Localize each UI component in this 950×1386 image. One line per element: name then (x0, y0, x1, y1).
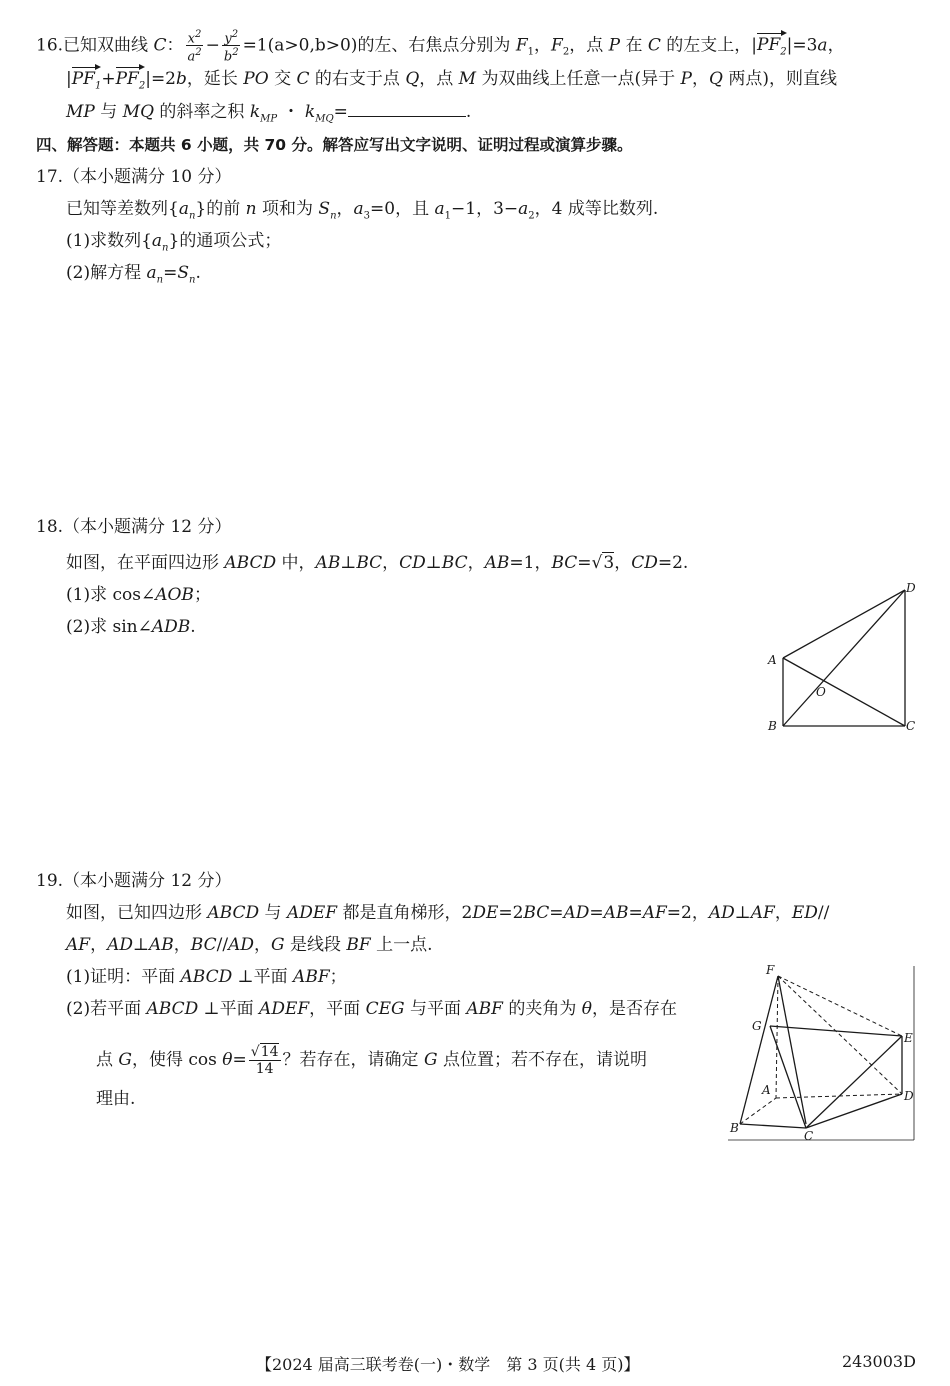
q19-line-2: AF，AD⊥AB，BC//AD，G 是线段 BF 上一点. (66, 935, 433, 955)
q17-part-1: (1)求数列$\{a_n\}$的通项公式； (66, 231, 282, 254)
q17-part-2: (2)解方程 $a_n=S_n$. (66, 263, 201, 286)
q18-header: 18.（本小题满分 12 分） (36, 517, 232, 537)
q17-stem: 已知等差数列$\{a_n\}$的前 n 项和为 $S_n$，$a_3=0$，且 $a_1-1$，$3-a_2$，4 成等比数列. (66, 199, 659, 222)
q18-part-2: (2)求 sin∠ADB. (66, 617, 196, 637)
fig19-label-g: G (752, 1019, 762, 1033)
fig19-label-f: F (766, 963, 775, 977)
q19-line-1: 如图，已知四边形 ABCD 与 ADEF 都是直角梯形，2DE=2BC=AD=AB=AF=2，AD⊥AF，ED// (66, 903, 830, 923)
fig19-label-e: E (904, 1031, 913, 1045)
fig19-label-b: B (730, 1121, 739, 1135)
q19-part-1: (1)证明：平面 ABCD ⊥平面 ABF； (66, 967, 347, 987)
answer-blank[interactable] (348, 100, 466, 117)
q19-part-2-line-2: 点 G，使得 cos θ= $\frac{√14}{14}$ ？若存在，请确定 G 点位置；若不存在，请说明 (96, 1044, 647, 1077)
section-4-heading: 四、解答题：本题共 6 小题，共 70 分。解答应写出文字说明、证明过程或演算步骤。 (36, 136, 633, 154)
q18-part-1: (1)求 cos∠AOB； (66, 585, 211, 605)
footer-code: 243003D (842, 1352, 916, 1371)
q19-part-2-line-3: 理由. (96, 1089, 136, 1109)
q17-header: 17.（本小题满分 10 分） (36, 167, 232, 187)
fig19-label-a: A (762, 1083, 771, 1097)
fig18-label-a: A (768, 653, 777, 667)
fig18-label-b: B (768, 719, 777, 733)
fig19-label-c: C (804, 1129, 814, 1143)
fig18-label-o: O (816, 685, 826, 699)
footer-title: 【2024 届高三联考卷(一)・数学 第 3 页(共 4 页)】 (256, 1355, 640, 1374)
fig18-label-d: D (906, 581, 916, 595)
q16-line-1: 16.已知双曲线 C： $\frac{x^2}{a^2}$ − $\frac{y^2}{b^2}$ =1(a>0,b>0)的左、右焦点分别为 $F_1$，$F_2$，点 P 在 C 的左支上，$|PF_2|=3a$， (36, 29, 845, 65)
q16-line-3: MP 与 MQ 的斜率之积 $k_{MP}$ ・ $k_{MQ}=$ . (66, 102, 472, 125)
q19-part-2-line-1: (2)若平面 ABCD ⊥平面 ADEF，平面 CEG 与平面 ABF 的夹角为 θ，是否存在 (66, 999, 678, 1019)
q16-line-2: $|PF_1+PF_2|=2b$，延长 PO 交 C 的右支于点 Q，点 M 为双曲线上任意一点(异于 P，Q 两点)，则直线 (66, 68, 837, 97)
q19-figure (726, 958, 918, 1144)
q19-header: 19.（本小题满分 12 分） (36, 871, 232, 891)
q18-stem: 如图，在平面四边形 ABCD 中，AB⊥BC，CD⊥BC，AB=1，BC=√3，CD=2. (66, 553, 689, 573)
q18-figure (760, 578, 920, 738)
fig19-label-d: D (904, 1089, 914, 1103)
fig18-label-c: C (906, 719, 916, 733)
